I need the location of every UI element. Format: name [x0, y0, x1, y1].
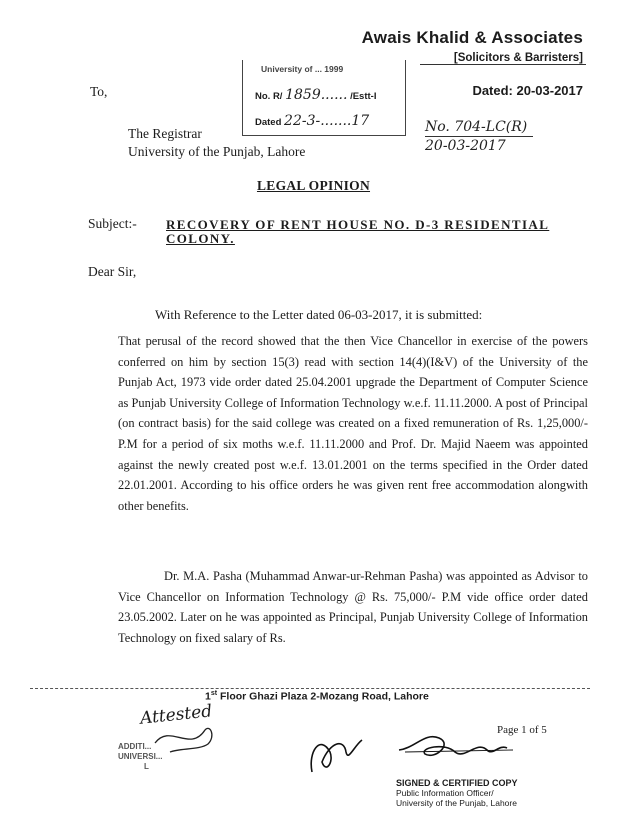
intro-line: With Reference to the Letter dated 06-03-2017, it is submitted:	[155, 307, 483, 322]
footer-floor-suffix: st	[210, 690, 218, 697]
certification-line-3: University of the Punjab, Lahore	[396, 798, 517, 808]
stamp-dated-label: Dated	[255, 117, 282, 128]
letterhead	[362, 28, 583, 64]
recipient-line-1: The Registrar	[128, 126, 202, 141]
recipient-line-2: University of the Punjab, Lahore	[128, 144, 306, 159]
footer-divider	[30, 688, 590, 689]
page-number: Page 1 of 5	[497, 724, 547, 736]
subject-text: RECOVERY OF RENT HOUSE NO. D-3 RESIDENTIAL COLONY.	[166, 217, 550, 246]
handwritten-ref-date: 20-03-2017	[425, 138, 506, 154]
stamp-university: University of ... 1999	[261, 64, 344, 74]
letterhead-divider	[420, 64, 586, 65]
recipient-address	[128, 125, 305, 161]
certification-stamp	[396, 778, 518, 808]
seal-line-2: UNIVERSI...	[118, 752, 163, 761]
firm-name: Awais Khalid & Associates	[361, 28, 583, 47]
footer-address	[205, 690, 429, 703]
certification-line-2: Public Information Officer/	[396, 788, 494, 798]
stamp-number-value: 1859......	[285, 87, 348, 103]
firm-subtitle: [Solicitors & Barristers]	[453, 52, 583, 64]
seal-line-3: L	[144, 762, 149, 771]
body-paragraph-2: Dr. M.A. Pasha (Muhammad Anwar-ur-Rehman Pasha) was appointed as Advisor to Vice Chancellor on Information Technology @ Rs. 75,000/- P.M vide office order dated 23.05.2002. Later on he was appointed as Principal, Punjab University College of Information Technology on fixed salary of Rs.	[118, 569, 588, 645]
certification-line-1: SIGNED & CERTIFIED COPY	[396, 778, 518, 788]
stamp-dated-value: 22-3-.......17	[284, 113, 370, 129]
handwritten-reference	[425, 118, 533, 155]
attestation-seal-text	[118, 742, 162, 772]
seal-line-1: ADDITI...	[118, 742, 152, 751]
stamp-number-label: No. R/	[255, 91, 283, 102]
attested-handwriting: Attested	[139, 701, 214, 729]
body-paragraph-1: That perusal of the record showed that the then Vice Chancellor in exercise of the powers conferred on him by section 15(3) read with section 14(4)(I&V) of the University of the Punjab Act, 1973 vide order dated 25.04.2001 upgrade the Department of Computer Science as Punjab University College of Information Technology w.e.f. 11.11.2000. A post of Principal (on contract basis) for the said college was created on a fixed remuneration of Rs. 1,25,000/- P.M for a period of six moths w.e.f. 11.11.2000 and Prof. Dr. Majid Naeem was appointed against the newly created post w.e.f. 13.01.2001 on the terms specified in the Order dated 22.01.2001. According to his office orders he was given rent free accommodation alongwith other benefits.	[118, 334, 588, 513]
stamp-number-suffix: /Estt-I	[350, 91, 377, 102]
subject-label: Subject:-	[88, 216, 137, 231]
salutation: Dear Sir,	[88, 264, 137, 279]
to-label: To,	[90, 84, 108, 99]
stamp-number-row	[255, 87, 376, 103]
footer-floor-number: 1	[205, 690, 211, 703]
handwritten-ref-number: No. 704-LC(R)	[425, 118, 533, 137]
footer-address-text: Floor Ghazi Plaza 2-Mozang Road, Lahore	[217, 690, 429, 703]
letter-date: Dated: 20-03-2017	[472, 83, 583, 98]
document-title: LEGAL OPINION	[256, 178, 371, 193]
signature-1-icon	[300, 722, 380, 780]
